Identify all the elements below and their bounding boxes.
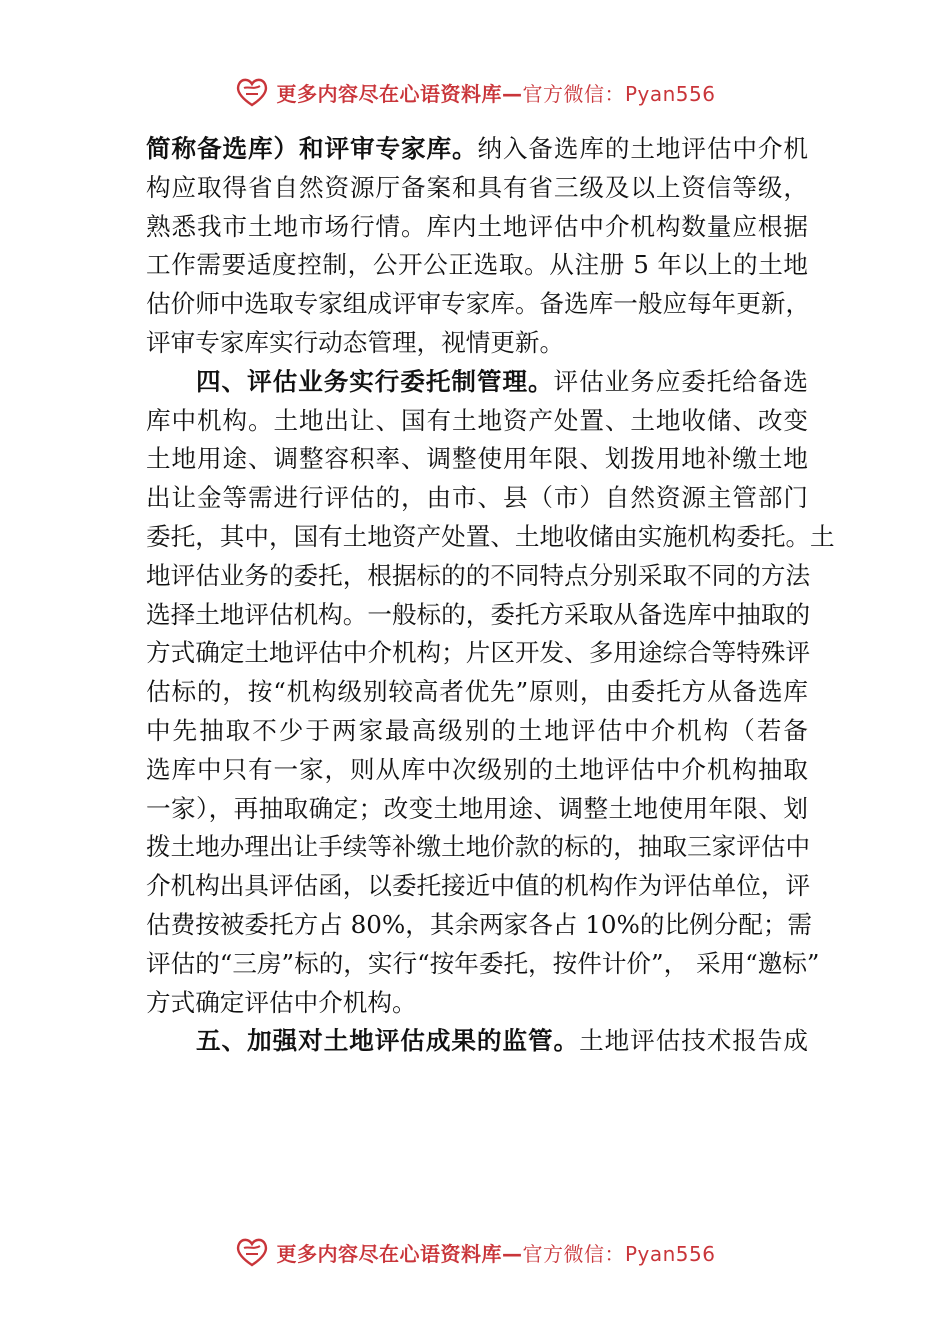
text-line: 拨土地办理出让手续等补缴土地价款的标的，抽取三家评估中	[146, 832, 811, 862]
text-line: 一家），再抽取确定；改变土地用途、调整土地使用年限、划	[146, 793, 808, 823]
text-line: 出让金等需进行评估的，由市、县（市）自然资源主管部门	[146, 483, 808, 513]
text-line: 简称备选库）和评审专家库。纳入备选库的土地评估中介机	[146, 134, 808, 163]
text-line: 估价师中选取专家组成评审专家库。备选库一般应每年更新，	[146, 289, 811, 319]
section-four-heading-line: 四、评估业务实行委托制管理。评估业务应委托给备选	[196, 366, 808, 396]
text-line: 熟悉我市土地市场行情。库内土地评估中介机构数量应根据	[146, 211, 808, 241]
text-line: 方式确定评估中介机构。	[146, 987, 417, 1017]
text-line: 工作需要适度控制，公开公正选取。从注册 5 年以上的土地	[146, 250, 808, 280]
text-line: 选库中只有一家，则从库中次级别的土地评估中介机构抽取	[146, 754, 808, 784]
heart-logo-icon	[234, 74, 270, 110]
text-line: 选择土地评估机构。一般标的，委托方采取从备选库中抽取的	[146, 599, 811, 629]
watermark-text: 更多内容尽在心语资料库—官方微信：Pyan556	[276, 81, 716, 106]
text-line: 介机构出具评估函，以委托接近中值的机构作为评估单位，评	[146, 871, 811, 901]
text-line: 估标的，按“机构级别较高者优先”原则，由委托方从备选库	[146, 677, 808, 707]
section-five-heading-line: 五、加强对土地评估成果的监管。土地评估技术报告成	[196, 1026, 808, 1056]
text-line: 中先抽取不少于两家最高级别的土地评估中介机构（若备	[146, 715, 808, 745]
header-watermark	[0, 72, 950, 112]
text-line: 库中机构。土地出让、国有土地资产处置、土地收储、改变	[146, 405, 808, 435]
text-line: 委托，其中，国有土地资产处置、土地收储由实施机构委托。土	[146, 521, 835, 551]
text-line: 估费按被委托方占 80%，其余两家各占 10%的比例分配；需	[146, 909, 813, 939]
text-line: 土地用途、调整容积率、调整使用年限、划拨用地补缴土地	[146, 444, 808, 474]
text-line: 构应取得省自然资源厅备案和具有省三级及以上资信等级，	[146, 172, 808, 202]
heart-logo-icon	[234, 1234, 270, 1270]
watermark-text: 更多内容尽在心语资料库—官方微信：Pyan556	[276, 1241, 716, 1266]
text-line: 地评估业务的委托，根据标的的不同特点分别采取不同的方法	[146, 560, 811, 590]
document-body	[146, 130, 835, 1061]
text-line: 评估的“三房”标的，实行“按年委托，按件计价”， 采用“邀标”	[146, 948, 820, 978]
footer-watermark	[0, 1232, 950, 1272]
text-line: 评审专家库实行动态管理，视情更新。	[146, 327, 565, 357]
text-line: 方式确定土地评估中介机构；片区开发、多用途综合等特殊评	[146, 638, 811, 668]
